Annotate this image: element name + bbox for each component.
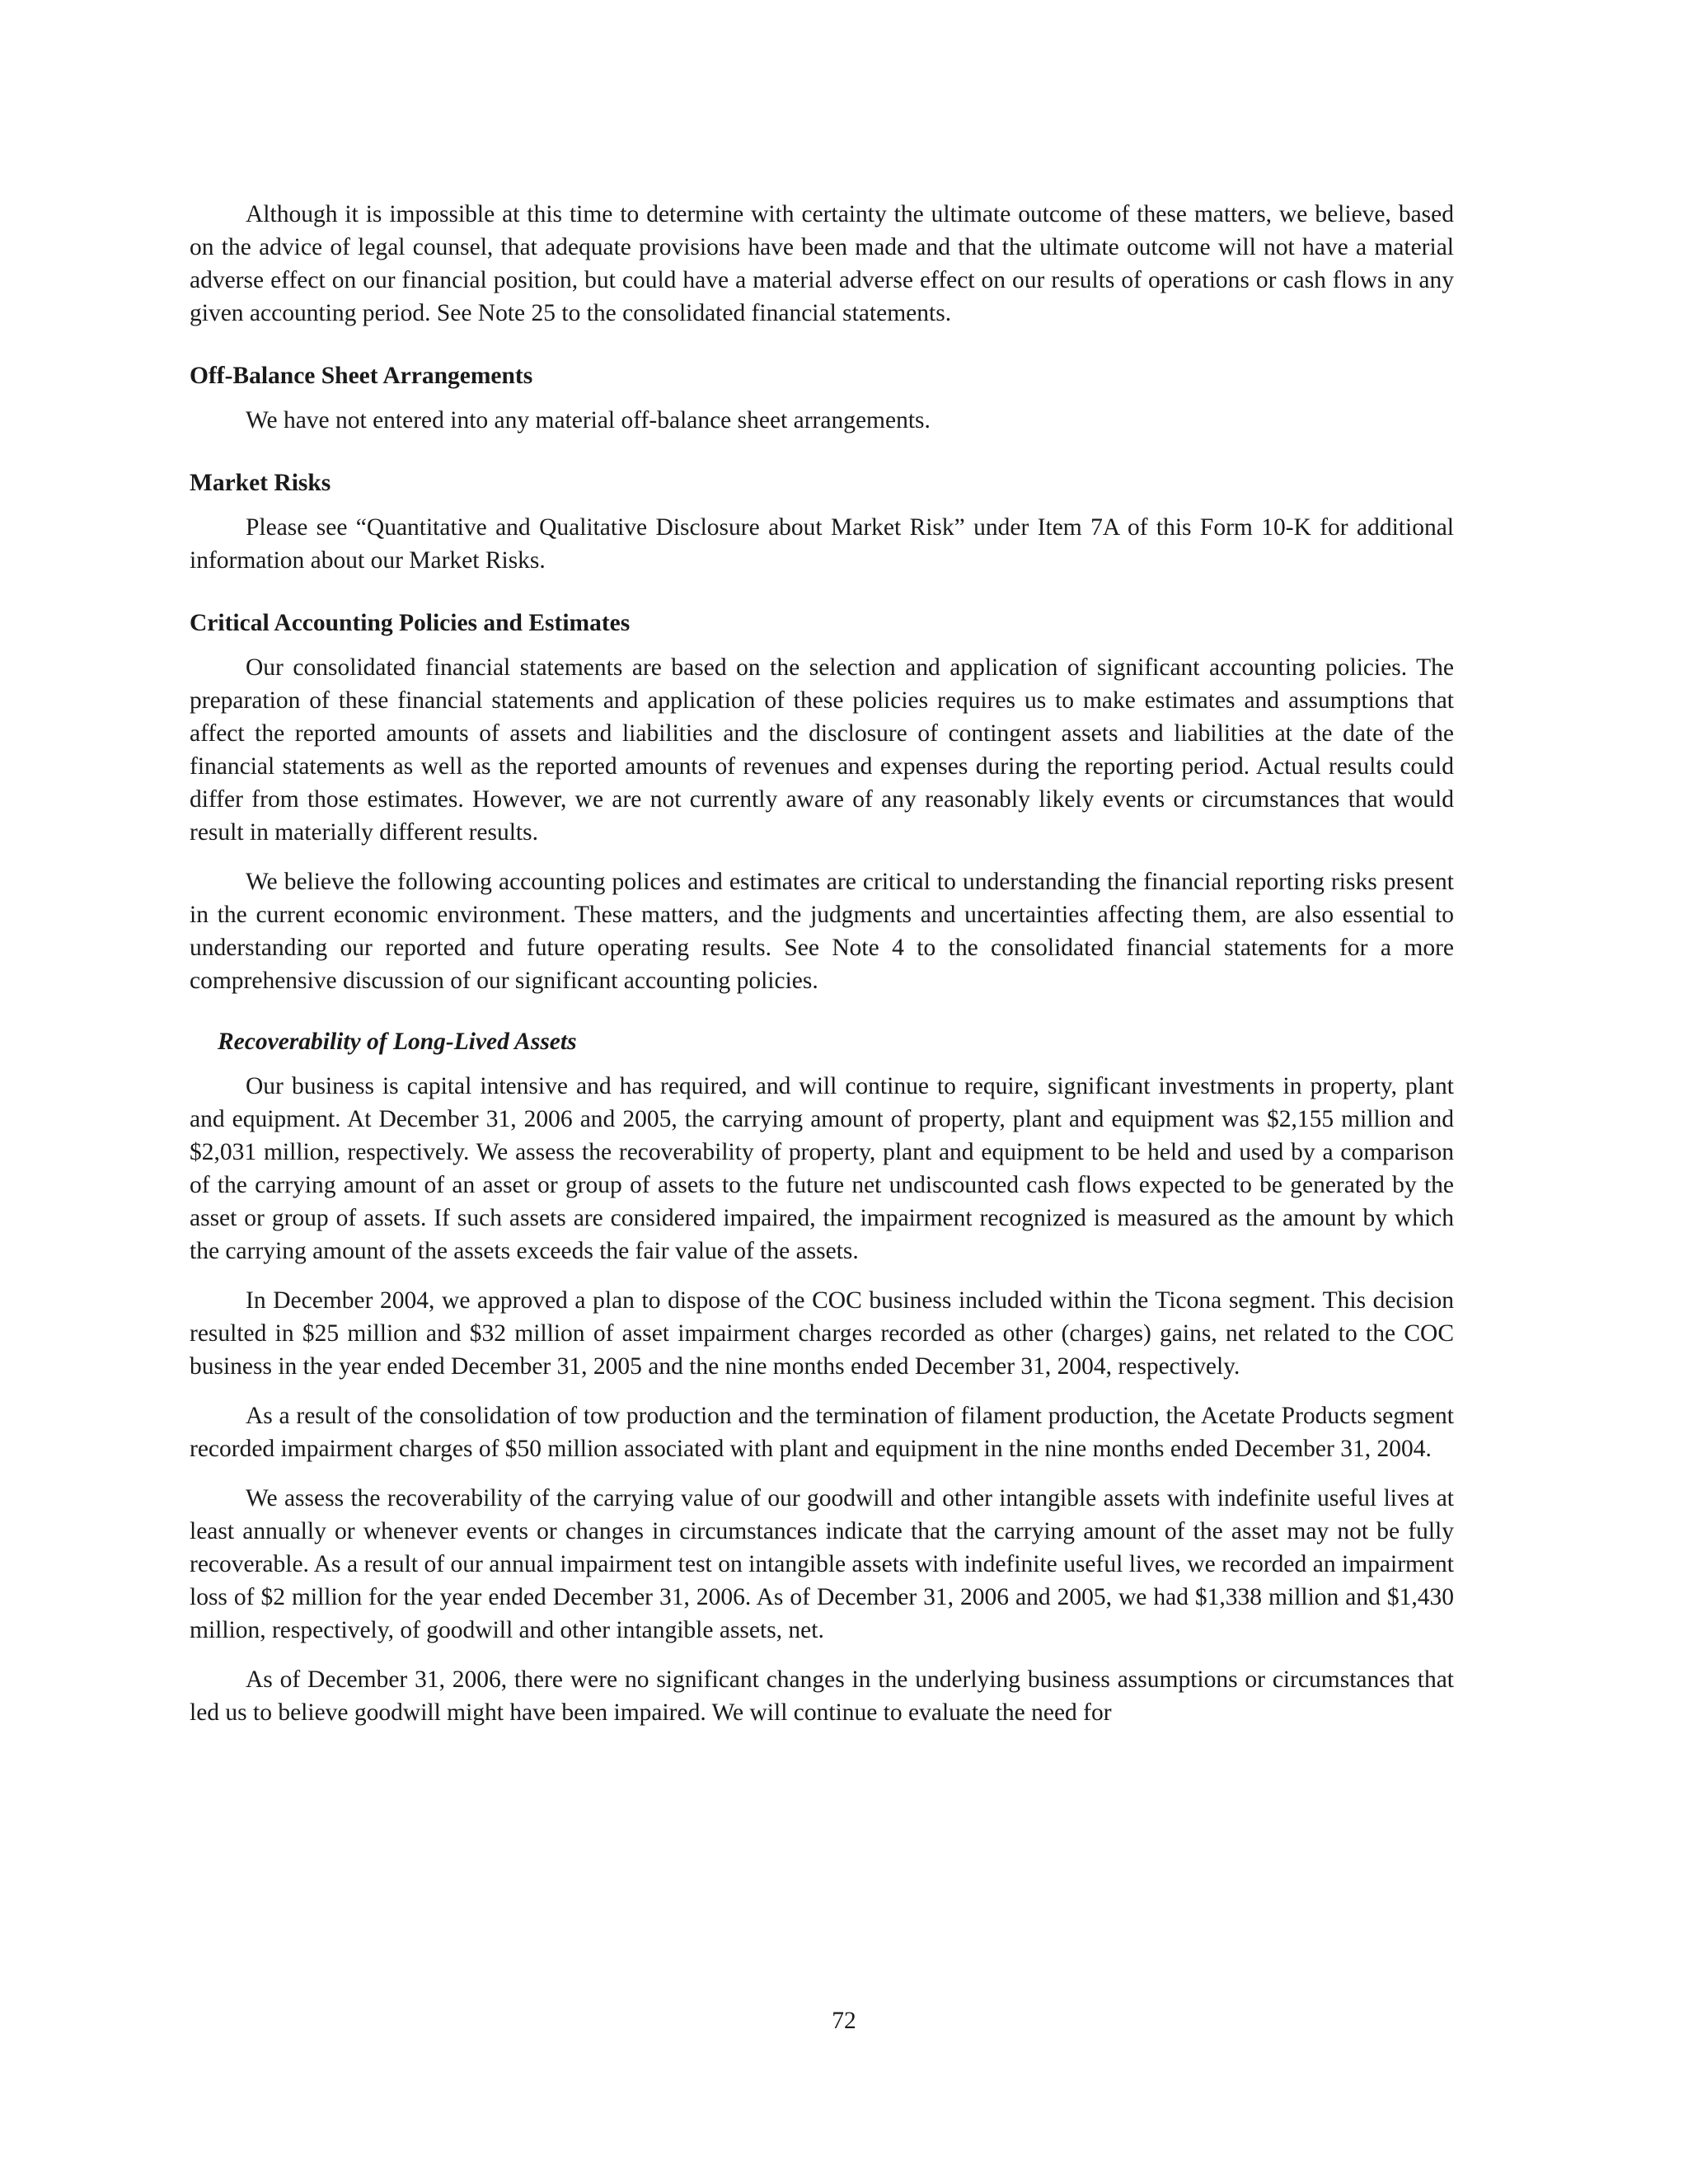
heading-recoverability: Recoverability of Long-Lived Assets bbox=[218, 1029, 577, 1055]
paragraph-legal-outcome: Although it is impossible at this time to determine with certainty the ultimate outcome of these matters, we believe, based on the advice of legal counsel, that adequate provisions have been made and that the ultimate outcome will not have a material adverse effect on our financial position, but could have a material adverse effect on our results of operations or cash flows in any given accounting period. See Note 25 to the consolidated financial statements. bbox=[190, 201, 1454, 326]
paragraph-critical-accounting-2: We believe the following accounting polices and estimates are critical to understanding the financial reporting risks present in the current economic environment. These matters, and the judgments and uncertainties affecting them, are also essential to understanding our reported and future operating results. See Note 4 to the consolidated financial statements for a more comprehensive discussion of our significant accounting policies. bbox=[190, 869, 1454, 994]
paragraph-recoverability-3: As a result of the consolidation of tow production and the termination of filament production, the Acetate Products segment recorded impairment charges of $50 million associated with plant and equipment in the nine months ended December 31, 2004. bbox=[190, 1403, 1454, 1462]
page-number: 72 bbox=[832, 2008, 856, 2034]
paragraph-critical-accounting-1: Our consolidated financial statements are based on the selection and application of significant accounting policies. The preparation of these financial statements and application of these policies requires us to make estimates and assumptions that affect the reported amounts of assets and liabilities and the disclosure of contingent assets and liabilities at the date of the financial statements as well as the reported amounts of revenues and expenses during the reporting period. Actual results could differ from those estimates. However, we are not currently aware of any reasonably likely events or circumstances that would result in materially different results. bbox=[190, 654, 1454, 846]
paragraph-recoverability-1: Our business is capital intensive and has required, and will continue to require, significant investments in property, plant and equipment. At December 31, 2006 and 2005, the carrying amount of property, plant and equipment was $2,155 million and $2,031 million, respectively. We assess the recoverability of property, plant and equipment to be held and used by a comparison of the carrying amount of an asset or group of assets to the future net undiscounted cash flows expected to be generated by the asset or group of assets. If such assets are considered impaired, the impairment recognized is measured as the amount by which the carrying amount of the assets exceeds the fair value of the assets. bbox=[190, 1073, 1454, 1264]
paragraph-off-balance-sheet: We have not entered into any material off-balance sheet arrangements. bbox=[246, 407, 931, 434]
paragraph-recoverability-4: We assess the recoverability of the carrying value of our goodwill and other intangible assets with indefinite useful lives at least annually or whenever events or changes in circumstances indicate that the carrying amount of the asset may not be fully recoverable. As a result of our annual impairment test on intangible assets with indefinite useful lives, we recorded an impairment loss of $2 million for the year ended December 31, 2006. As of December 31, 2006 and 2005, we had $1,338 million and $1,430 million, respectively, of goodwill and other intangible assets, net. bbox=[190, 1485, 1454, 1643]
heading-market-risks: Market Risks bbox=[190, 470, 331, 496]
paragraph-recoverability-2: In December 2004, we approved a plan to dispose of the COC business included within the Ticona segment. This decision resulted in $25 million and $32 million of asset impairment charges recorded as other (charges) gains, net related to the COC business in the year ended December 31, 2005 and the nine months ended December 31, 2004, respectively. bbox=[190, 1287, 1454, 1380]
paragraph-market-risks: Please see “Quantitative and Qualitative Disclosure about Market Risk” under Item 7A of this Form 10-K for additional information about our Market Risks. bbox=[190, 514, 1454, 574]
heading-critical-accounting: Critical Accounting Policies and Estimates bbox=[190, 610, 631, 636]
paragraph-recoverability-5: As of December 31, 2006, there were no significant changes in the underlying business assumptions or circumstances that led us to believe goodwill might have been impaired. We will continue to evaluate the need for bbox=[190, 1666, 1454, 1726]
heading-off-balance-sheet: Off-Balance Sheet Arrangements bbox=[190, 363, 533, 389]
document-body bbox=[190, 198, 1454, 1746]
